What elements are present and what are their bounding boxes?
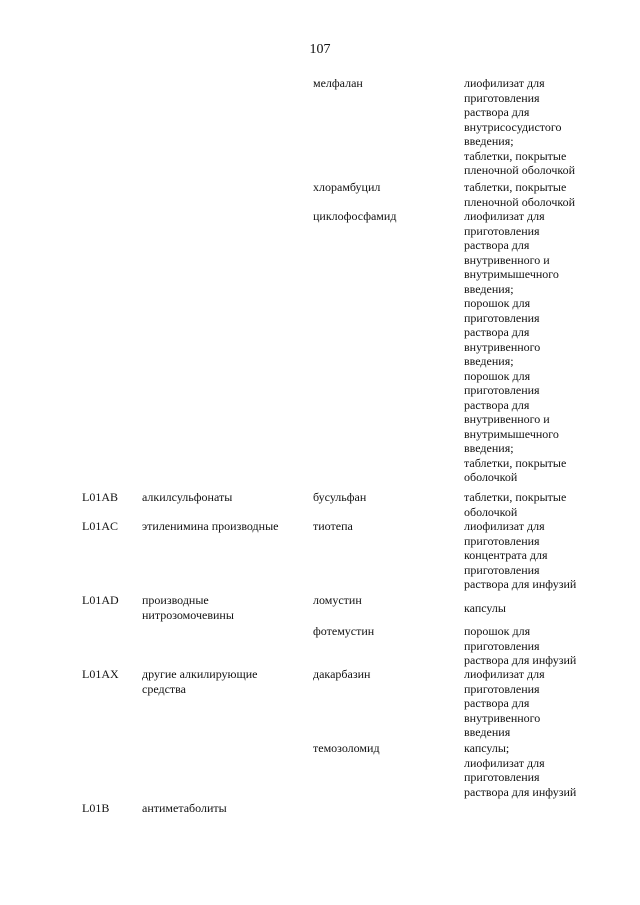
atc-code: L01AB: [82, 490, 118, 504]
dosage-form: капсулы: [464, 601, 506, 615]
dosage-form: лиофилизат для приготовления раствора для внутривенного введения: [464, 667, 545, 739]
drug-name: хлорамбуцил: [313, 180, 381, 194]
drug-name: бусульфан: [313, 490, 367, 504]
page-number: 107: [309, 42, 331, 57]
group-name: антиметаболиты: [142, 801, 227, 815]
atc-code: L01B: [82, 801, 110, 815]
group-name: производные нитрозомочевины: [142, 593, 234, 622]
dosage-form: капсулы; лиофилизат для приготовления раствора для инфузий: [464, 741, 577, 799]
drug-name: темозоломид: [313, 741, 380, 755]
dosage-form: лиофилизат для приготовления раствора для внутрисосудистого введения; таблетки, покрытые пленочной оболочкой: [464, 76, 576, 177]
drug-name: ломустин: [313, 593, 362, 607]
drug-name: дакарбазин: [313, 667, 371, 681]
group-name: этиленимина производные: [142, 519, 279, 533]
drug-name: фотемустин: [313, 624, 375, 638]
drug-name: мелфалан: [313, 76, 363, 90]
dosage-form: лиофилизат для приготовления концентрата для приготовления раствора для инфузий: [464, 519, 577, 591]
dosage-form: порошок для приготовления раствора для инфузий: [464, 624, 577, 667]
dosage-form: таблетки, покрытые пленочной оболочкой: [464, 180, 576, 209]
group-name: алкилсульфонаты: [142, 490, 233, 504]
drug-name: тиотепа: [313, 519, 353, 533]
dosage-form: лиофилизат для приготовления раствора для внутривенного и внутримышечного введения; порошок для приготовления раствора для внутривенного введения; порошок для приготовления раствора для внутривенного и внутримышечного введения; таблетки, покрытые оболочкой: [464, 209, 567, 484]
dosage-form: таблетки, покрытые оболочкой: [464, 490, 567, 519]
atc-code: L01AC: [82, 519, 118, 533]
atc-code: L01AD: [82, 593, 119, 607]
drug-name: циклофосфамид: [313, 209, 397, 223]
atc-code: L01AX: [82, 667, 119, 681]
group-name: другие алкилирующие средства: [142, 667, 258, 696]
